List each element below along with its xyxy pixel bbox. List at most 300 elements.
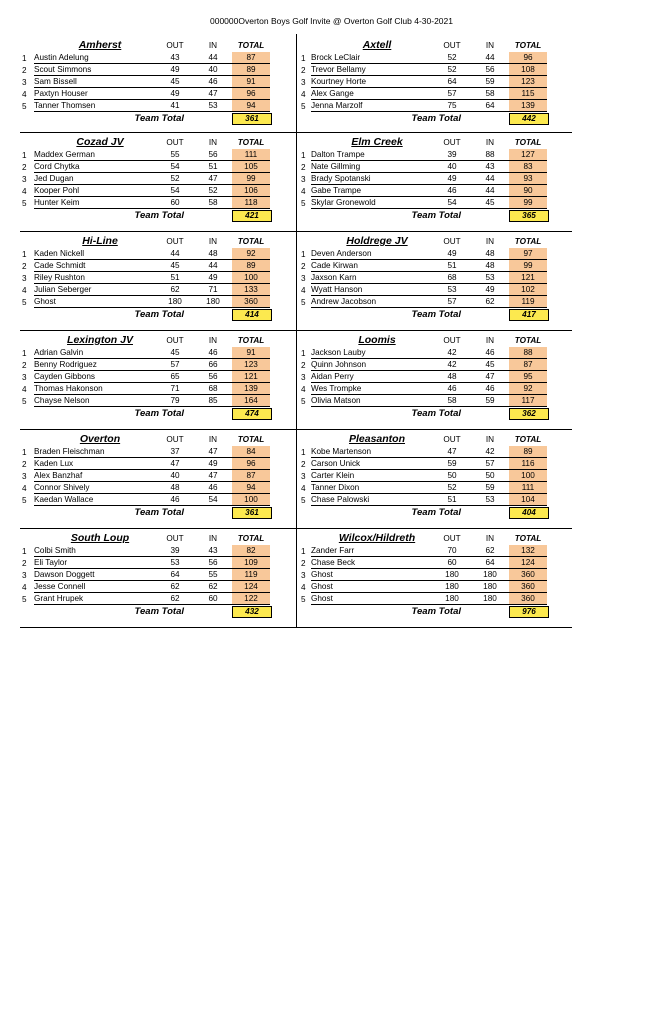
player-in: 48 [471, 248, 509, 260]
player-out: 40 [156, 470, 194, 482]
player-in: 55 [194, 569, 232, 581]
team-block [296, 232, 572, 330]
team-header [20, 235, 296, 248]
team-header [297, 39, 572, 52]
player-in: 45 [471, 197, 509, 209]
player-total: 106 [232, 185, 270, 197]
player-total: 127 [509, 149, 547, 161]
spacer [194, 606, 232, 617]
player-name: Jaxson Karn [311, 272, 433, 284]
player-number: 3 [301, 77, 306, 87]
player-in: 88 [471, 149, 509, 161]
player-number: 3 [301, 570, 306, 580]
player-name: Benny Rodriguez [34, 359, 156, 371]
player-number: 5 [301, 198, 306, 208]
team-name: Lexington JV [67, 334, 133, 346]
team-block [20, 34, 296, 132]
player-total: 97 [509, 248, 547, 260]
player-total: 93 [509, 173, 547, 185]
player-number: 2 [22, 65, 27, 75]
player-out: 60 [433, 557, 471, 569]
player-row [297, 581, 572, 593]
player-name: Cord Chytka [34, 161, 156, 173]
player-in: 68 [194, 383, 232, 395]
team-name: Axtell [362, 39, 392, 51]
player-number: 5 [22, 594, 27, 604]
team-header [297, 532, 572, 545]
player-row [297, 359, 572, 371]
team-block [20, 133, 296, 231]
team-block [20, 331, 296, 429]
player-number: 3 [22, 471, 27, 481]
player-total: 94 [232, 482, 270, 494]
team-total-label: Team Total [134, 113, 184, 124]
player-name: Wyatt Hanson [311, 284, 433, 296]
team-name: South Loup [70, 532, 130, 544]
player-total: 111 [509, 482, 547, 494]
player-total: 117 [509, 395, 547, 407]
player-out: 180 [433, 581, 471, 593]
player-name: Dalton Trampe [311, 149, 433, 161]
player-out: 55 [156, 149, 194, 161]
team-row [20, 529, 572, 628]
player-total: 360 [232, 296, 270, 308]
player-out: 41 [156, 100, 194, 112]
player-name: Colbi Smith [34, 545, 156, 557]
total-header: TOTAL [514, 435, 542, 444]
player-in: 47 [194, 470, 232, 482]
team-total-label: Team Total [134, 210, 184, 221]
player-in: 56 [194, 149, 232, 161]
player-name: Jenna Marzolf [311, 100, 433, 112]
player-number: 1 [22, 249, 27, 259]
player-out: 45 [156, 76, 194, 88]
player-name: Adrian Galvin [34, 347, 156, 359]
team-block [296, 430, 572, 528]
player-row [20, 593, 296, 605]
player-name: Sam Bissell [34, 76, 156, 88]
out-header: OUT [166, 534, 184, 543]
player-total: 99 [232, 173, 270, 185]
player-row [297, 494, 572, 506]
player-out: 47 [433, 446, 471, 458]
player-number: 4 [22, 483, 27, 493]
player-in: 52 [194, 185, 232, 197]
player-out: 49 [433, 173, 471, 185]
player-row [20, 100, 296, 112]
player-total: 100 [232, 272, 270, 284]
player-row [297, 100, 572, 112]
player-row [20, 284, 296, 296]
out-header: OUT [443, 534, 461, 543]
out-header: OUT [443, 237, 461, 246]
player-out: 49 [156, 88, 194, 100]
out-header: OUT [166, 237, 184, 246]
player-in: 59 [471, 76, 509, 88]
in-header: IN [485, 336, 495, 345]
player-in: 49 [194, 272, 232, 284]
player-row [297, 88, 572, 100]
out-header: OUT [443, 435, 461, 444]
player-row [20, 581, 296, 593]
player-in: 47 [471, 371, 509, 383]
player-out: 48 [156, 482, 194, 494]
player-row [297, 557, 572, 569]
in-header: IN [485, 534, 495, 543]
player-in: 56 [471, 64, 509, 76]
player-in: 40 [194, 64, 232, 76]
player-row [20, 76, 296, 88]
player-row [297, 458, 572, 470]
total-header: TOTAL [514, 237, 542, 246]
team-header [20, 532, 296, 545]
total-header: TOTAL [514, 534, 542, 543]
team-total-value: 417 [509, 309, 549, 321]
player-out: 49 [156, 64, 194, 76]
player-total: 121 [232, 371, 270, 383]
player-name: Julian Seberger [34, 284, 156, 296]
team-total-value: 362 [509, 408, 549, 420]
player-in: 180 [194, 296, 232, 308]
player-in: 62 [471, 545, 509, 557]
out-header: OUT [166, 138, 184, 147]
player-name: Tanner Dixon [311, 482, 433, 494]
player-number: 5 [301, 101, 306, 111]
player-name: Connor Shively [34, 482, 156, 494]
player-row [297, 470, 572, 482]
player-name: Alex Banzhaf [34, 470, 156, 482]
team-row [20, 133, 572, 232]
player-row [20, 296, 296, 308]
team-name: Overton [79, 433, 121, 445]
player-out: 52 [433, 52, 471, 64]
player-row [297, 76, 572, 88]
player-name: Quinn Johnson [311, 359, 433, 371]
total-header: TOTAL [237, 41, 265, 50]
in-header: IN [208, 41, 218, 50]
player-out: 70 [433, 545, 471, 557]
player-total: 119 [509, 296, 547, 308]
team-header [20, 136, 296, 149]
player-out: 51 [433, 260, 471, 272]
player-number: 5 [22, 396, 27, 406]
team-header [20, 39, 296, 52]
player-in: 46 [194, 76, 232, 88]
player-number: 2 [301, 459, 306, 469]
player-row [20, 347, 296, 359]
player-out: 180 [433, 569, 471, 581]
player-name: Kooper Pohl [34, 185, 156, 197]
player-in: 53 [194, 100, 232, 112]
player-row [20, 260, 296, 272]
player-total: 99 [509, 260, 547, 272]
total-header: TOTAL [237, 138, 265, 147]
player-in: 47 [194, 173, 232, 185]
player-name: Ghost [311, 581, 433, 593]
player-out: 64 [156, 569, 194, 581]
spacer [194, 507, 232, 518]
player-row [297, 347, 572, 359]
player-in: 53 [471, 494, 509, 506]
player-total: 89 [232, 64, 270, 76]
player-total: 92 [509, 383, 547, 395]
out-header: OUT [166, 435, 184, 444]
player-name: Kobe Martenson [311, 446, 433, 458]
player-out: 48 [433, 371, 471, 383]
team-name: Cozad JV [76, 136, 124, 148]
page-title: 000000Overton Boys Golf Invite @ Overton Golf Club 4-30-2021 [210, 16, 453, 26]
player-out: 53 [433, 284, 471, 296]
player-row [297, 593, 572, 605]
player-name: Chayse Nelson [34, 395, 156, 407]
player-row [297, 185, 572, 197]
team-header [20, 334, 296, 347]
player-out: 43 [156, 52, 194, 64]
player-out: 46 [156, 494, 194, 506]
player-name: Carson Unick [311, 458, 433, 470]
in-header: IN [208, 435, 218, 444]
player-total: 88 [509, 347, 547, 359]
player-row [20, 482, 296, 494]
player-number: 2 [22, 360, 27, 370]
player-name: Carter Klein [311, 470, 433, 482]
player-name: Ghost [311, 569, 433, 581]
player-name: Wes Trompke [311, 383, 433, 395]
player-total: 90 [509, 185, 547, 197]
team-total-label: Team Total [134, 408, 184, 419]
in-header: IN [208, 534, 218, 543]
player-total: 132 [509, 545, 547, 557]
total-header: TOTAL [237, 237, 265, 246]
player-total: 123 [509, 76, 547, 88]
player-name: Trevor Bellamy [311, 64, 433, 76]
player-in: 57 [471, 458, 509, 470]
out-header: OUT [443, 41, 461, 50]
player-in: 51 [194, 161, 232, 173]
team-name: Holdrege JV [346, 235, 408, 247]
player-total: 119 [232, 569, 270, 581]
player-row [20, 569, 296, 581]
player-row [20, 446, 296, 458]
out-header: OUT [443, 336, 461, 345]
player-number: 2 [22, 162, 27, 172]
team-total-row [297, 209, 572, 222]
player-row [297, 371, 572, 383]
player-row [20, 185, 296, 197]
player-out: 57 [433, 296, 471, 308]
player-total: 360 [509, 581, 547, 593]
player-number: 1 [22, 53, 27, 63]
player-out: 51 [156, 272, 194, 284]
player-total: 122 [232, 593, 270, 605]
player-number: 1 [301, 53, 306, 63]
player-row [297, 383, 572, 395]
player-name: Brock LeClair [311, 52, 433, 64]
player-name: Jed Dugan [34, 173, 156, 185]
player-number: 3 [301, 372, 306, 382]
team-block [296, 529, 572, 627]
player-in: 49 [194, 458, 232, 470]
player-number: 5 [22, 101, 27, 111]
player-name: Ghost [311, 593, 433, 605]
player-name: Cade Schmidt [34, 260, 156, 272]
player-total: 87 [232, 470, 270, 482]
player-out: 52 [156, 173, 194, 185]
player-in: 66 [194, 359, 232, 371]
team-name: Pleasanton [348, 433, 406, 445]
player-name: Brady Spotanski [311, 173, 433, 185]
team-total-row [297, 407, 572, 420]
player-number: 3 [301, 273, 306, 283]
player-total: 164 [232, 395, 270, 407]
player-out: 49 [433, 248, 471, 260]
player-number: 1 [22, 348, 27, 358]
player-number: 4 [301, 285, 306, 295]
player-out: 180 [433, 593, 471, 605]
team-total-value: 432 [232, 606, 272, 618]
player-total: 87 [509, 359, 547, 371]
player-number: 5 [22, 495, 27, 505]
player-name: Tanner Thomsen [34, 100, 156, 112]
player-number: 2 [301, 360, 306, 370]
player-out: 52 [433, 64, 471, 76]
player-in: 47 [194, 88, 232, 100]
player-in: 56 [194, 557, 232, 569]
player-total: 109 [232, 557, 270, 569]
team-total-row [297, 308, 572, 321]
player-in: 64 [471, 557, 509, 569]
player-number: 3 [301, 174, 306, 184]
player-number: 3 [22, 372, 27, 382]
player-in: 62 [194, 581, 232, 593]
player-in: 43 [471, 161, 509, 173]
player-out: 62 [156, 284, 194, 296]
player-out: 71 [156, 383, 194, 395]
player-out: 75 [433, 100, 471, 112]
player-total: 96 [509, 52, 547, 64]
player-in: 62 [471, 296, 509, 308]
player-number: 1 [22, 447, 27, 457]
player-out: 65 [156, 371, 194, 383]
in-header: IN [485, 41, 495, 50]
total-header: TOTAL [514, 41, 542, 50]
player-number: 5 [22, 198, 27, 208]
player-in: 46 [194, 482, 232, 494]
player-out: 68 [433, 272, 471, 284]
player-number: 2 [22, 558, 27, 568]
player-name: Nate Gillming [311, 161, 433, 173]
player-out: 54 [156, 161, 194, 173]
in-header: IN [485, 435, 495, 444]
player-out: 59 [433, 458, 471, 470]
player-number: 3 [301, 471, 306, 481]
player-row [20, 557, 296, 569]
player-number: 4 [22, 89, 27, 99]
player-total: 111 [232, 149, 270, 161]
player-row [20, 161, 296, 173]
player-row [297, 395, 572, 407]
player-name: Hunter Keim [34, 197, 156, 209]
player-total: 82 [232, 545, 270, 557]
player-total: 105 [232, 161, 270, 173]
team-total-label: Team Total [411, 210, 461, 221]
player-row [20, 173, 296, 185]
player-in: 180 [471, 569, 509, 581]
player-row [20, 359, 296, 371]
player-total: 133 [232, 284, 270, 296]
player-name: Chase Beck [311, 557, 433, 569]
player-in: 71 [194, 284, 232, 296]
player-number: 5 [301, 297, 306, 307]
player-in: 56 [194, 371, 232, 383]
team-name: Wilcox/Hildreth [338, 532, 416, 544]
player-out: 54 [156, 185, 194, 197]
player-out: 60 [156, 197, 194, 209]
player-row [20, 52, 296, 64]
player-out: 37 [156, 446, 194, 458]
player-number: 3 [22, 570, 27, 580]
player-name: Scout Simmons [34, 64, 156, 76]
player-total: 91 [232, 76, 270, 88]
team-row [20, 430, 572, 529]
player-out: 42 [433, 347, 471, 359]
player-row [297, 260, 572, 272]
player-row [20, 248, 296, 260]
player-row [297, 161, 572, 173]
player-name: Gabe Trampe [311, 185, 433, 197]
player-name: Deven Anderson [311, 248, 433, 260]
player-in: 49 [471, 284, 509, 296]
player-name: Braden Fleischman [34, 446, 156, 458]
player-row [297, 64, 572, 76]
out-header: OUT [443, 138, 461, 147]
player-name: Andrew Jacobson [311, 296, 433, 308]
player-total: 121 [509, 272, 547, 284]
total-header: TOTAL [237, 435, 265, 444]
results-grid [20, 34, 572, 628]
team-total-label: Team Total [411, 507, 461, 518]
player-in: 44 [194, 52, 232, 64]
total-header: TOTAL [514, 336, 542, 345]
player-total: 108 [509, 64, 547, 76]
player-name: Kaden Lux [34, 458, 156, 470]
in-header: IN [208, 336, 218, 345]
player-out: 46 [433, 185, 471, 197]
player-name: Aidan Perry [311, 371, 433, 383]
player-row [297, 52, 572, 64]
team-name: Elm Creek [351, 136, 403, 148]
team-total-label: Team Total [134, 507, 184, 518]
team-header [297, 433, 572, 446]
team-total-value: 361 [232, 507, 272, 519]
team-total-row [20, 605, 296, 618]
team-block [20, 232, 296, 330]
team-row [20, 232, 572, 331]
player-in: 85 [194, 395, 232, 407]
team-total-value: 414 [232, 309, 272, 321]
player-total: 139 [509, 100, 547, 112]
player-number: 3 [22, 77, 27, 87]
player-row [20, 88, 296, 100]
player-total: 115 [509, 88, 547, 100]
player-out: 53 [156, 557, 194, 569]
player-in: 43 [194, 545, 232, 557]
player-out: 44 [156, 248, 194, 260]
player-name: Jesse Connell [34, 581, 156, 593]
team-total-row [20, 112, 296, 125]
player-number: 1 [22, 150, 27, 160]
player-total: 83 [509, 161, 547, 173]
